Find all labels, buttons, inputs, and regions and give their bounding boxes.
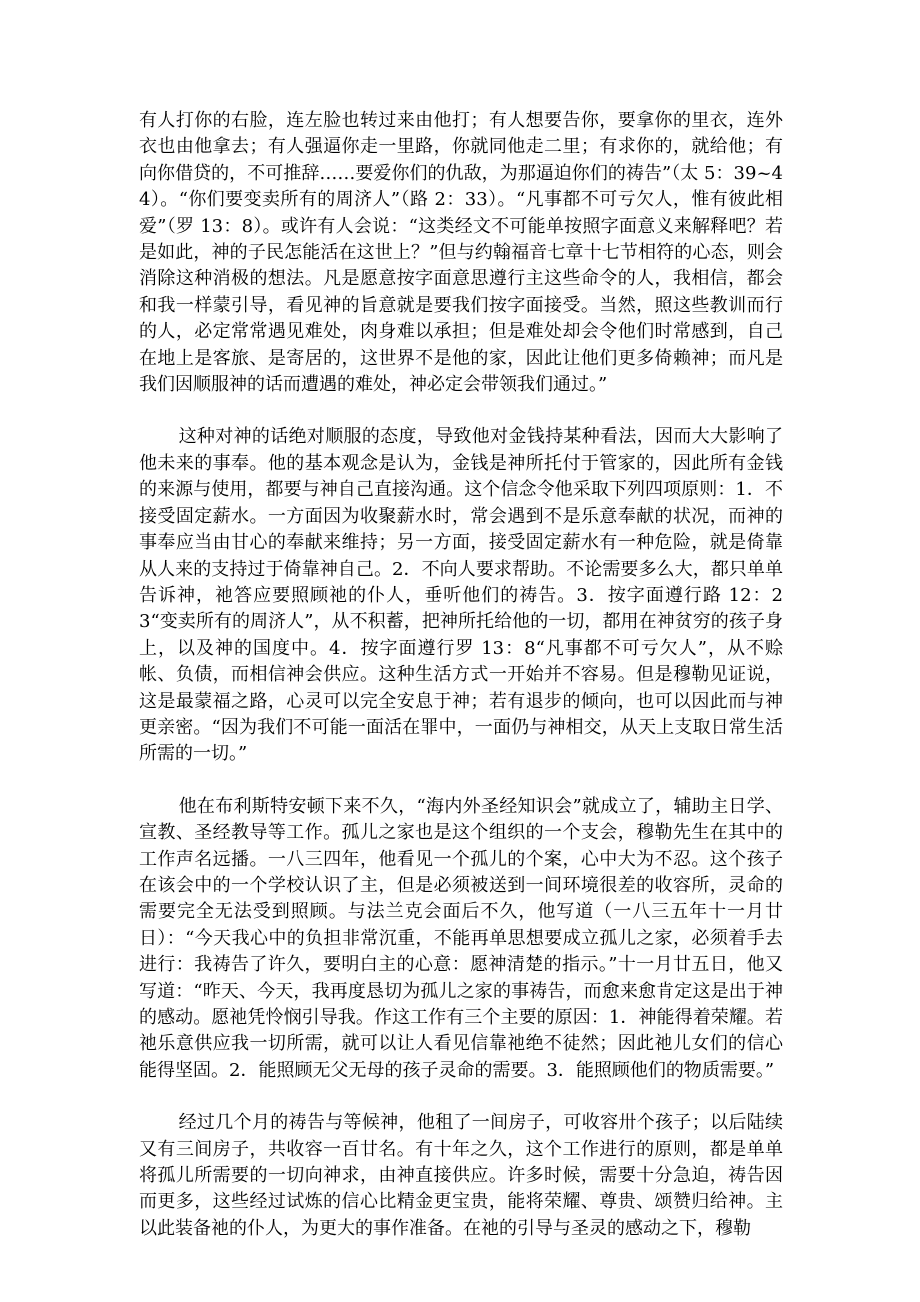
paragraph-4: 经过几个月的祷告与等候神，他租了一间房子，可收容卅个孩子；以后陆续又有三间房子，共收容一百廿名。有十年之久，这个工作进行的原则，都是单单将孤儿所需要的一切向神求，由神直接供应。许多时候，需要十分急迫，祷告因而更多，这些经过试炼的信心比精金更宝贵，能将荣耀、尊贵、颂赞归给神。主以此装备祂的仆人，为更大的事作准备。在祂的引导与圣灵的感动之下，穆勒 [139, 1112, 783, 1239]
paragraph-2: 这种对神的话绝对顺服的态度，导致他对金钱持某种看法，因而大大影响了他未来的事奉。他的基本观念是认为，金钱是神所托付于管家的，因此所有金钱的来源与使用，都要与神自己直接沟通。这个信念令他采取下列四项原则：1．不接受固定薪水。一方面因为收聚薪水时，常会遇到不是乐意奉献的状况，而神的事奉应当由甘心的奉献来维持；另一方面，接受固定薪水有一种危险，就是倚靠从人来的支持过于倚靠神自己。2．不向人要求帮助。不论需要多么大，都只单单告诉神，祂答应要照顾祂的仆人，垂听他们的祷告。3．按字面遵行路 12：23“变卖所有的周济人”，从不积蓄，把神所托给他的一切，都用在神贫穷的孩子身上，以及神的国度中。4．按字面遵行罗 13：8“凡事都不可亏欠人”，从不赊帐、负债，而相信神会供应。这种生活方式一开始并不容易。但是穆勒见证说，这是最蒙福之路，心灵可以完全安息于神；若有退步的倾向，也可以因此而与神更亲密。“因为我们不可能一面活在罪中，一面仍与神相交，从天上支取日常生活所需的一切。” [139, 426, 783, 765]
document-page [139, 108, 783, 1268]
paragraph-3: 他在布利斯特安顿下来不久，“海内外圣经知识会”就成立了，辅助主日学、宣教、圣经教导等工作。孤儿之家也是这个组织的一个支会，穆勒先生在其中的工作声名远播。一八三四年，他看见一个孤儿的个案，心中大为不忍。这个孩子在该会中的一个学校认识了主，但是必须被送到一间环境很差的收容所，灵命的需要完全无法受到照顾。与法兰克会面后不久，他写道（一八三五年十一月廿日）：“今天我心中的负担非常沉重，不能再单思想要成立孤儿之家，必须着手去进行：我祷告了许久，要明白主的心意：愿神清楚的指示。”十一月廿五日，他又写道：“昨天、今天，我再度恳切为孤儿之家的事祷告，而愈来愈肯定这是出于神的感动。愿祂凭怜悯引导我。作这工作有三个主要的原因：1．神能得着荣耀。若祂乐意供应我一切所需，就可以让人看见信靠祂绝不徒然；因此祂儿女们的信心能得坚固。2．能照顾无父无母的孩子灵命的需要。3．能照顾他们的物质需要。” [139, 795, 783, 1081]
paragraph-1: 有人打你的右脸，连左脸也转过来由他打；有人想要告你，要拿你的里衣，连外衣也由他拿去；有人强逼你走一里路，你就同他走二里；有求你的，就给他；有向你借贷的，不可推辞……要爱你们的仇敌，为那逼迫你们的祷告”（太 5：39~44）。“你们要变卖所有的周济人”（路 2：33）。“凡事都不可亏欠人，惟有彼此相爱”（罗 13：8）。或许有人会说：“这类经文不可能单按照字面意义来解释吧？若是如此，神的子民怎能活在这世上？”但与约翰福音七章十七节相符的心态，则会消除这种消极的想法。凡是愿意按字面意思遵行主这些命令的人，我相信，都会和我一样蒙引导，看见神的旨意就是要我们按字面接受。当然，照这些教训而行的人，必定常常遇见难处，肉身难以承担；但是难处却会令他们时常感到，自己在地上是客旅、是寄居的，这世界不是他的家，因此让他们更多倚赖神；而凡是我们因顺服神的话而遭遇的难处，神必定会带领我们通过。” [139, 110, 783, 396]
